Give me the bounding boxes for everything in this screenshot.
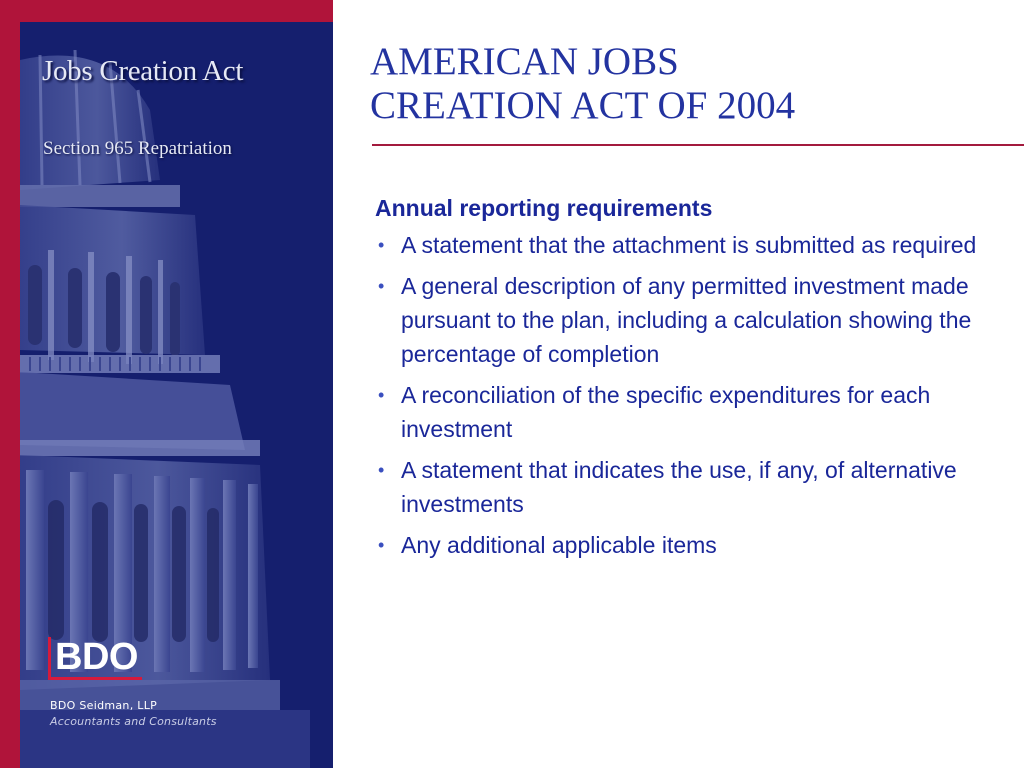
bullet-text: A reconciliation of the specific expenditures for each investment [401, 382, 931, 442]
section-heading: Annual reporting requirements [375, 195, 713, 221]
bdo-logo-text: BDO [55, 636, 138, 678]
bullet-item [375, 453, 1005, 521]
bullet-item [375, 269, 1005, 371]
slide-title [370, 40, 970, 128]
sidebar-top-band [20, 0, 333, 22]
bullet-icon: • [378, 276, 385, 296]
bullet-icon: • [378, 385, 385, 405]
bullet-item [375, 378, 1005, 446]
firm-name: BDO Seidman, LLP [50, 699, 158, 712]
sidebar-title: Jobs Creation Act [42, 55, 244, 87]
bullet-text: A statement that indicates the use, if any, of alternative investments [401, 457, 957, 517]
bullet-text: A statement that the attachment is submitted as required [401, 232, 977, 258]
left-accent-strip [0, 0, 20, 768]
bdo-logo [48, 637, 288, 680]
slide-content [375, 195, 1005, 569]
bullet-icon: • [378, 535, 385, 555]
bullet-list [375, 228, 1005, 562]
slide-title-line1: AMERICAN JOBS [370, 40, 679, 83]
sidebar-subtitle: Section 965 Repatriation [43, 138, 232, 159]
bdo-logo-mark [48, 637, 142, 680]
slide-title-line2: CREATION ACT OF 2004 [370, 84, 796, 127]
bullet-icon: • [378, 235, 385, 255]
bullet-icon: • [378, 460, 385, 480]
title-divider [372, 144, 1024, 146]
bullet-text: A general description of any permitted investment made pursuant to the plan, including a calculation showing the percentage of completion [401, 273, 972, 367]
bullet-text: Any additional applicable items [401, 532, 717, 558]
bullet-item [375, 228, 1005, 262]
bullet-item [375, 528, 1005, 562]
firm-tagline: Accountants and Consultants [50, 715, 217, 728]
